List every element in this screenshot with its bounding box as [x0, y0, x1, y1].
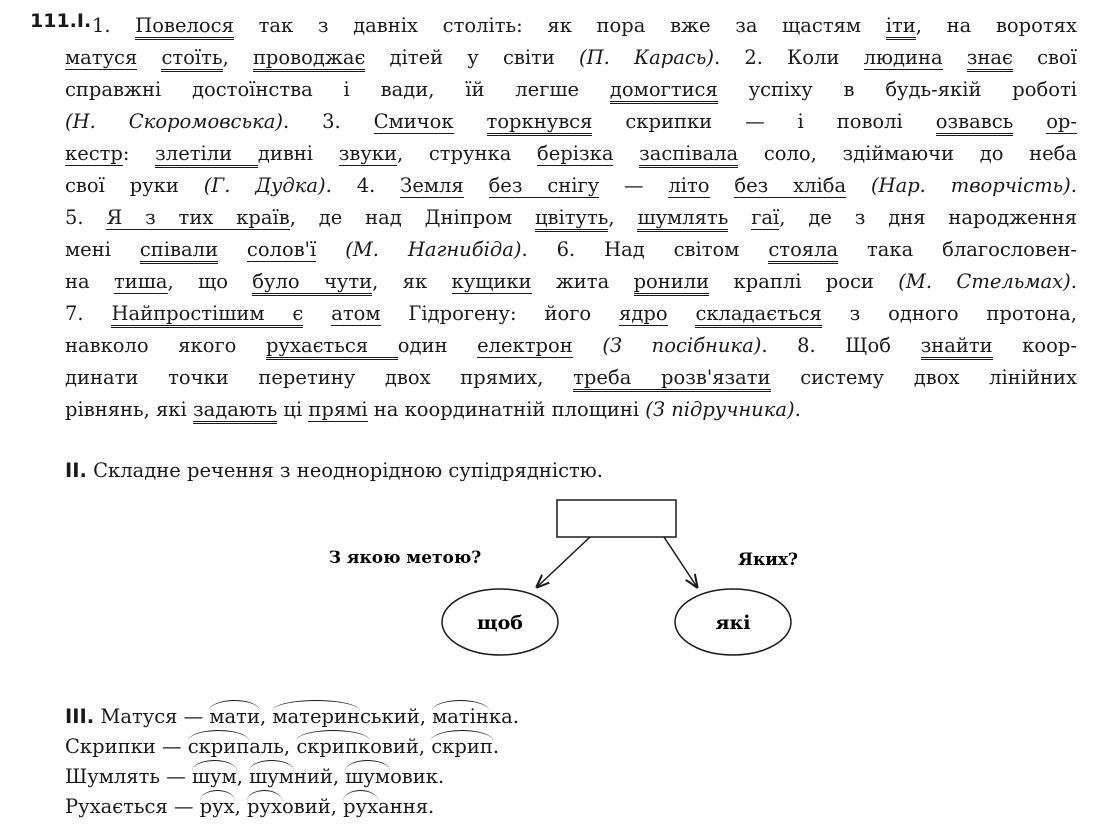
root-mark: скрип: [188, 732, 250, 762]
text-line: кестр: злетіли дивні звуки, струнка берізка заспівала соло, здіймаючи до неба: [65, 138, 1077, 170]
root-mark: шум: [192, 762, 237, 792]
main-clause-box: [557, 500, 676, 537]
root-mark: мати: [209, 702, 260, 732]
word-family-row: Шумлять — шум, шумний, шумовик.: [65, 762, 519, 792]
exercise-number: 111.I.: [30, 10, 92, 32]
root-mark: материн: [272, 702, 360, 732]
section-3-word-families: [65, 702, 519, 822]
root-mark: рух: [247, 792, 282, 822]
root-mark: рух: [343, 792, 378, 822]
word-family-row: Рухається — рух, руховий, рухання.: [65, 792, 519, 822]
right-oval-label: які: [715, 612, 751, 634]
text-line: 7. Найпростішим є атом Гідрогену: його ядро складається з одного протона,: [65, 298, 1077, 330]
word-family-row: Скрипки — скрипаль, скрипковий, скрип.: [65, 732, 519, 762]
text-line: матуся стоїть, проводжає дітей у світи (П. Карась). 2. Коли людина знає свої: [65, 42, 1077, 74]
left-arrow: [537, 537, 590, 587]
left-question: З якою метою?: [328, 548, 482, 568]
left-oval-label: щоб: [477, 612, 523, 634]
text-line: (Н. Скоромовська). 3. Смичок торкнувся скрипки — і поволі озвавсь ор-: [65, 106, 1077, 138]
root-mark: шум: [249, 762, 294, 792]
root-mark: скрипк: [296, 732, 370, 762]
root-mark: скрип: [431, 732, 493, 762]
text-line: динати точки перетину двох прямих, треба розв'язати систему двох лінійних: [65, 362, 1077, 394]
right-question: Яких?: [738, 550, 798, 570]
text-line: на тиша, що було чути, як кущики жита ронили краплі роси (М. Стельмах).: [65, 266, 1077, 298]
text-line: 5. Я з тих країв, де над Дніпром цвітуть, шумлять гаї, де з дня народження: [65, 202, 1077, 234]
text-line: справжні достоїнства і вади, їй легше домогтися успіху в будь-якій роботі: [65, 74, 1077, 106]
root-mark: рух: [200, 792, 235, 822]
root-mark: матін: [432, 702, 489, 732]
text-line: 1. Повелося так з давніх століть: як пора вже за щастям іти, на воротях: [65, 10, 1077, 42]
right-arrow: [664, 537, 697, 587]
root-mark: шум: [345, 762, 390, 792]
word-family-row: III. Матуся — мати, материнський, матінка.: [65, 702, 519, 732]
text-line: свої руки (Г. Дудка). 4. Земля без снігу — літо без хліба (Нар. творчість).: [65, 174, 1077, 197]
section-2-heading: II. Складне речення з неоднорідною супідрядністю.: [65, 459, 603, 482]
text-line: мені співали солов'ї (М. Нагнибіда). 6. Над світом стояла така благословен-: [65, 234, 1077, 266]
text-line: рівнянь, які задають ці прямі на координатній площині (З підручника).: [65, 394, 1077, 426]
text-line: навколо якого рухається один електрон (З посібника). 8. Щоб знайти коор-: [65, 330, 1077, 362]
